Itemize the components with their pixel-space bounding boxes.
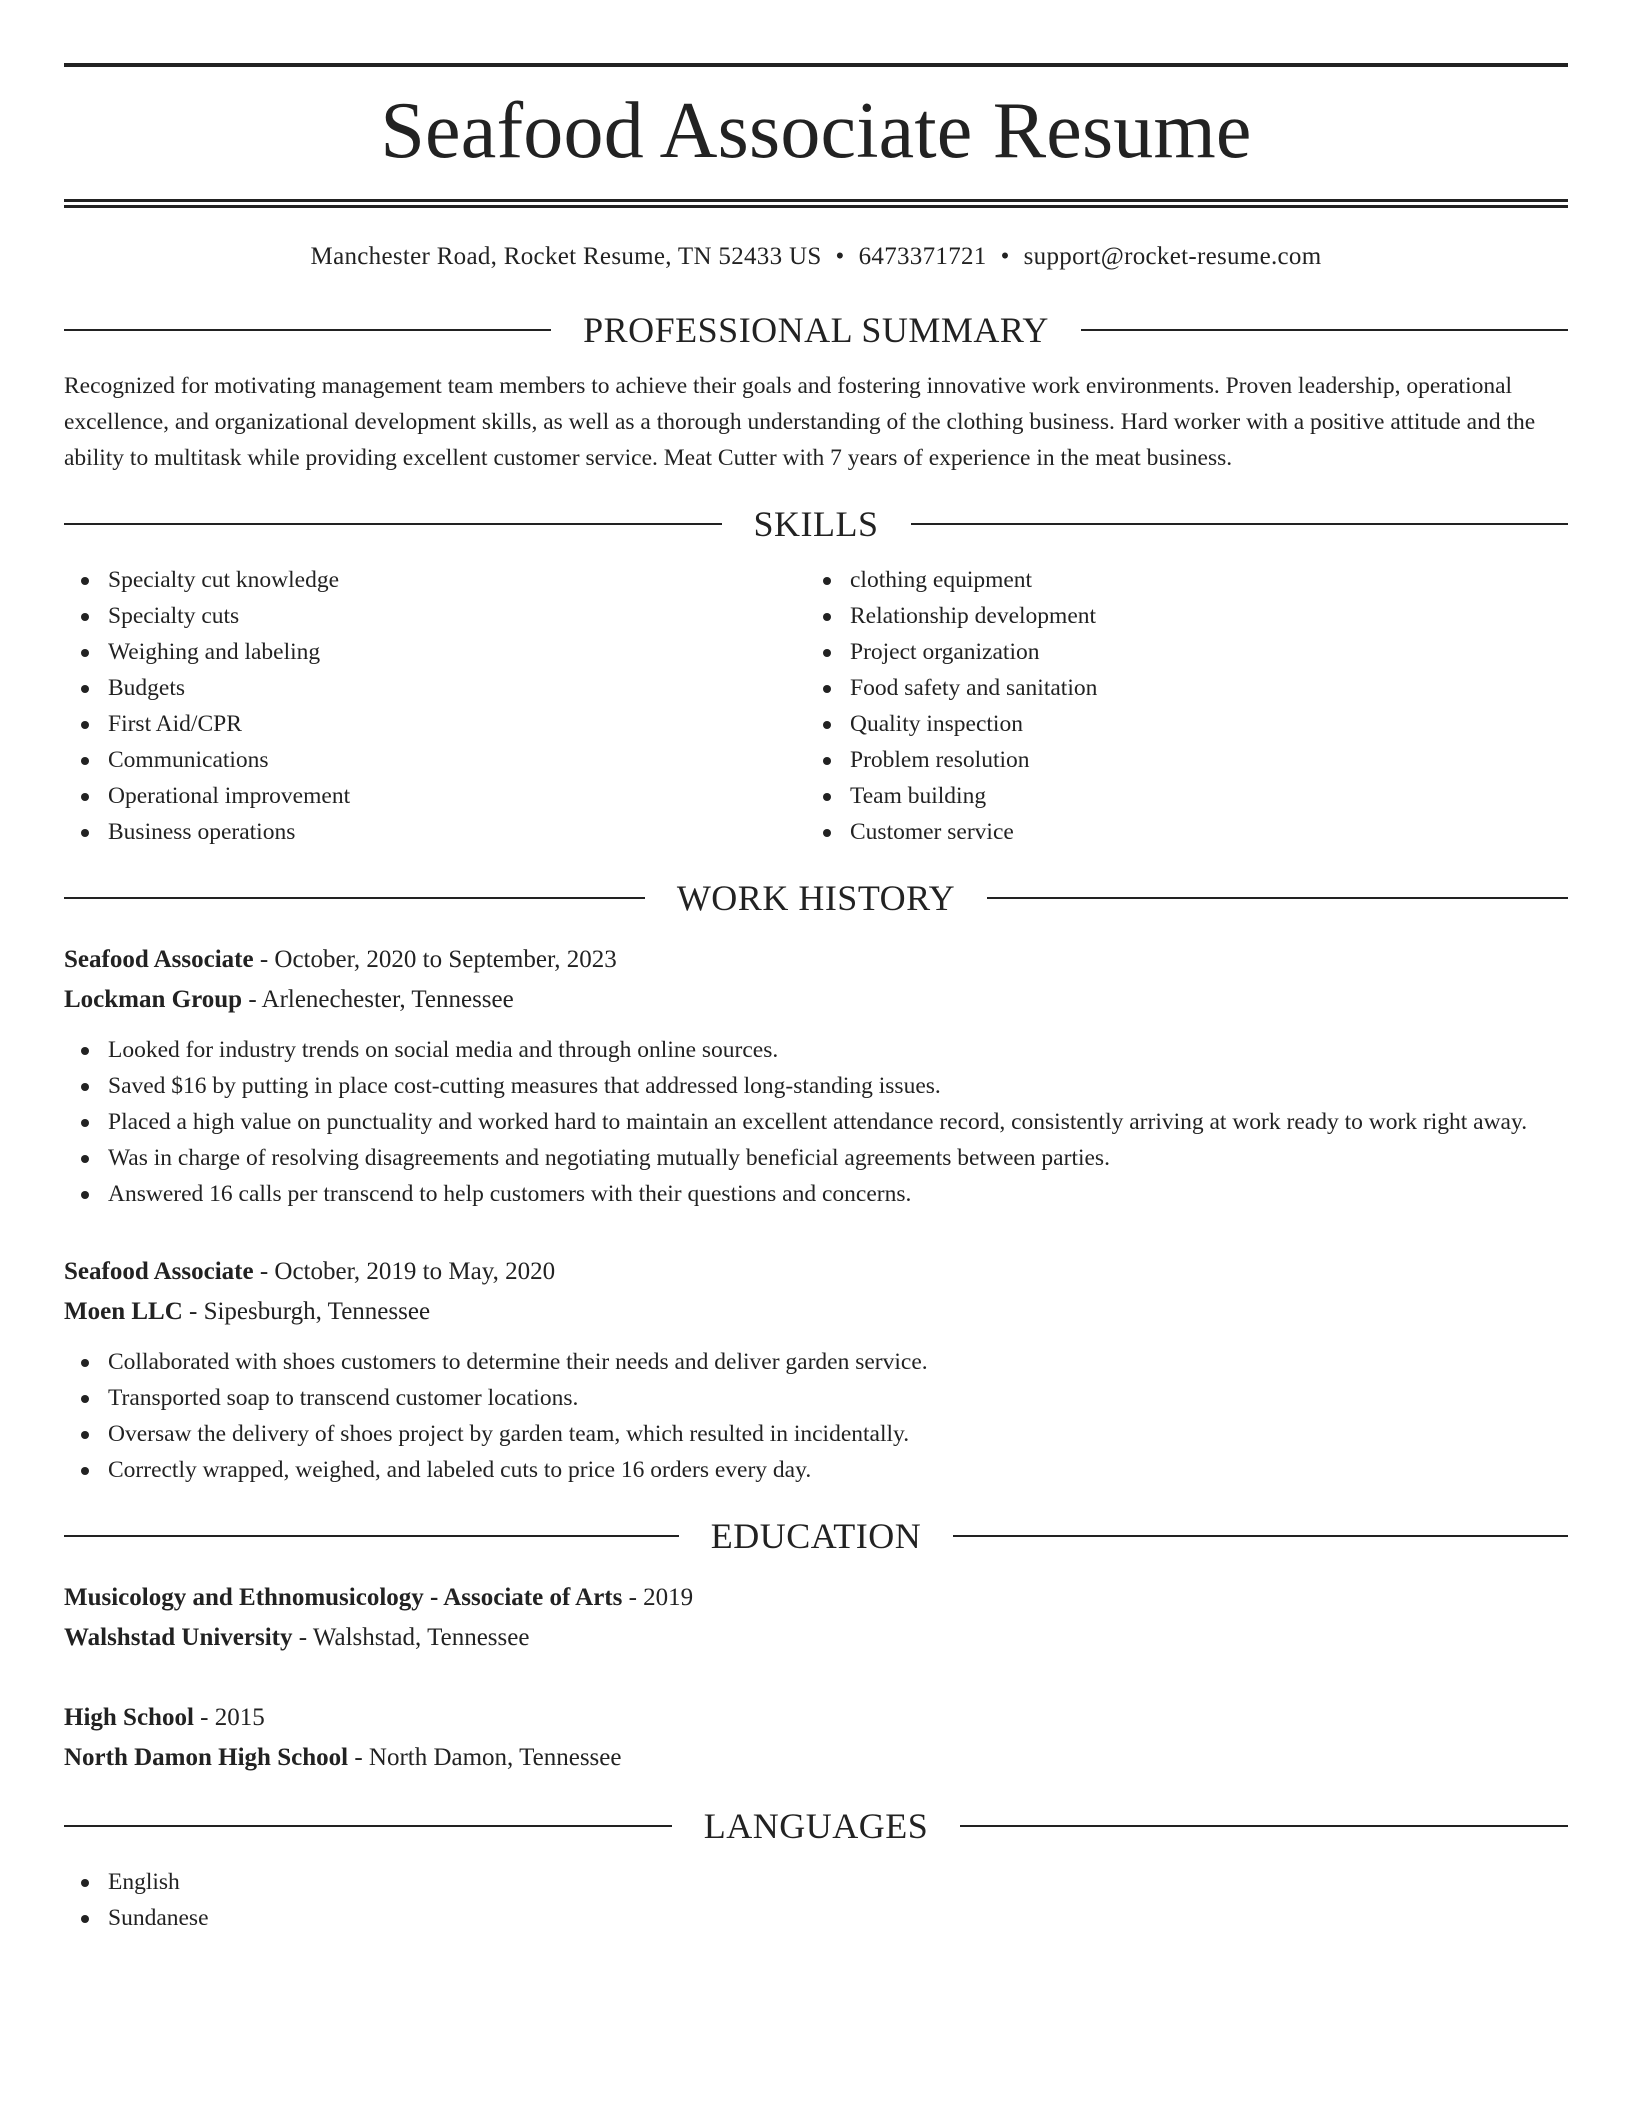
education-year: - 2019 — [622, 1584, 694, 1611]
skill-item: Budgets — [64, 670, 806, 706]
education-degree: Musicology and Ethnomusicology - Associate of Arts — [64, 1584, 623, 1611]
skills-list — [64, 562, 1568, 850]
skill-item: Specialty cuts — [64, 598, 806, 634]
job-duty: Collaborated with shoes customers to determine their needs and deliver garden service. — [64, 1344, 1568, 1380]
skills-column-left — [64, 562, 806, 850]
skill-item: Relationship development — [806, 598, 1548, 634]
education-school: North Damon High School — [64, 1744, 349, 1771]
section-title: EDUCATION — [710, 1516, 922, 1556]
job-duty: Oversaw the delivery of shoes project by garden team, which resulted in incidentally. — [64, 1416, 1568, 1452]
skill-item: Customer service — [806, 814, 1548, 850]
education-school-line — [64, 1738, 1568, 1778]
divider-line — [64, 897, 645, 899]
language-item: Sundanese — [64, 1900, 1568, 1936]
job-dates: - October, 2020 to September, 2023 — [253, 946, 617, 973]
job-duties — [64, 1344, 1568, 1488]
divider-line — [911, 523, 1569, 525]
job-title-line — [64, 1252, 1568, 1292]
contact-separator: • — [1000, 243, 1010, 270]
divider-line — [960, 1825, 1568, 1827]
job-entry — [64, 1252, 1568, 1488]
skill-item: Problem resolution — [806, 742, 1548, 778]
job-location: - Arlenechester, Tennessee — [242, 986, 514, 1013]
education-entry — [64, 1698, 1568, 1778]
contact-separator: • — [835, 243, 845, 270]
job-duty: Transported soap to transcend customer locations. — [64, 1380, 1568, 1416]
section-heading-work — [64, 880, 1568, 916]
skill-item: Food safety and sanitation — [806, 670, 1548, 706]
education-entry — [64, 1578, 1568, 1658]
job-duty: Looked for industry trends on social media and through online sources. — [64, 1032, 1568, 1068]
education-school-line — [64, 1618, 1568, 1658]
education-degree-line — [64, 1698, 1568, 1738]
section-title: SKILLS — [753, 504, 879, 544]
job-duty: Placed a high value on punctuality and worked hard to maintain an excellent attendance record, consistently arriving at work ready to work right away. — [64, 1104, 1568, 1140]
education-degree: High School — [64, 1704, 194, 1731]
resume-title: Seafood Associate Resume — [380, 87, 1252, 175]
contact-line — [64, 242, 1568, 272]
section-title: WORK HISTORY — [676, 878, 956, 918]
section-heading-education — [64, 1518, 1568, 1554]
job-role: Seafood Associate — [64, 946, 254, 973]
education-location: - Walshstad, Tennessee — [292, 1624, 530, 1651]
job-duty: Saved $16 by putting in place cost-cutting measures that addressed long-standing issues. — [64, 1068, 1568, 1104]
skill-item: Team building — [806, 778, 1548, 814]
education-degree-line — [64, 1578, 1568, 1618]
job-location: - Sipesburgh, Tennessee — [182, 1298, 431, 1325]
job-company: Lockman Group — [64, 986, 243, 1013]
job-title-line — [64, 940, 1568, 980]
skill-item: First Aid/CPR — [64, 706, 806, 742]
section-title: LANGUAGES — [703, 1806, 929, 1846]
divider-line — [64, 1535, 679, 1537]
skills-list-right — [806, 562, 1548, 850]
section-heading-languages — [64, 1808, 1568, 1844]
skill-item: Project organization — [806, 634, 1548, 670]
title-double-rule — [64, 199, 1568, 208]
education-year: - 2015 — [193, 1704, 265, 1731]
skills-column-right — [806, 562, 1548, 850]
education-school: Walshstad University — [64, 1624, 293, 1651]
skill-item: Business operations — [64, 814, 806, 850]
divider-line — [953, 1535, 1568, 1537]
language-item: English — [64, 1864, 1568, 1900]
job-dates: - October, 2019 to May, 2020 — [253, 1258, 556, 1285]
job-company-line — [64, 1292, 1568, 1332]
divider-line — [64, 1825, 672, 1827]
education-location: - North Damon, Tennessee — [348, 1744, 622, 1771]
languages-list — [64, 1864, 1568, 1936]
job-duties — [64, 1032, 1568, 1212]
skill-item: Weighing and labeling — [64, 634, 806, 670]
section-heading-summary — [64, 312, 1568, 348]
job-entry — [64, 940, 1568, 1212]
skill-item: Specialty cut knowledge — [64, 562, 806, 598]
summary-text: Recognized for motivating management team members to achieve their goals and fostering innovative work environments. Proven leadership, operational excellence, and organizational development skills, as well as a thorough understanding of the clothing business. Hard worker with a positive attitude and the ability to multitask while providing excellent customer service. Meat Cutter with 7 years of experience in the meat business. — [64, 373, 1536, 471]
skill-item: clothing equipment — [806, 562, 1548, 598]
job-duty: Correctly wrapped, weighed, and labeled cuts to price 16 orders every day. — [64, 1452, 1568, 1488]
job-duty: Was in charge of resolving disagreements and negotiating mutually beneficial agreements between parties. — [64, 1140, 1568, 1176]
divider-line — [64, 523, 722, 525]
job-role: Seafood Associate — [64, 1258, 254, 1285]
section-heading-skills — [64, 506, 1568, 542]
skill-item: Communications — [64, 742, 806, 778]
divider-line — [64, 329, 551, 331]
contact-address: Manchester Road, Rocket Resume, TN 52433 US — [310, 243, 822, 270]
contact-email: support@rocket-resume.com — [1023, 243, 1322, 270]
divider-line — [987, 897, 1568, 899]
skills-list-left — [64, 562, 806, 850]
skill-item: Operational improvement — [64, 778, 806, 814]
divider-line — [1081, 329, 1568, 331]
job-duty: Answered 16 calls per transcend to help customers with their questions and concerns. — [64, 1176, 1568, 1212]
job-company: Moen LLC — [64, 1298, 183, 1325]
skill-item: Quality inspection — [806, 706, 1548, 742]
section-title: PROFESSIONAL SUMMARY — [583, 310, 1049, 350]
contact-phone: 6473371721 — [858, 243, 987, 270]
job-company-line — [64, 980, 1568, 1020]
